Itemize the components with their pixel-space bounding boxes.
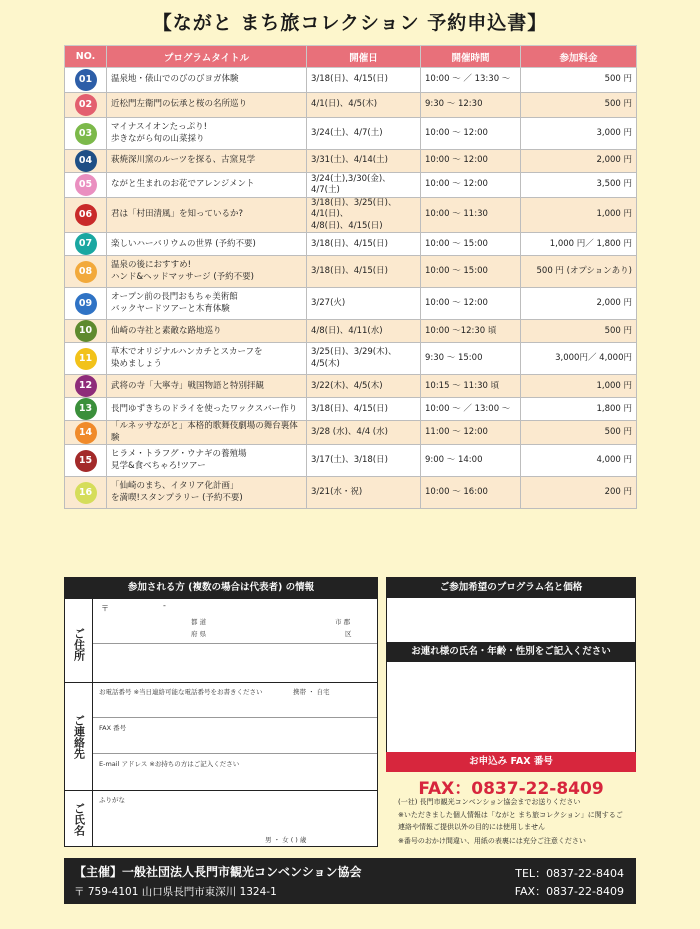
contact-label: ご連絡先 [65, 683, 93, 790]
table-row [65, 118, 637, 150]
program-date: 3/25(日)、3/29(木)、4/5(木) [307, 343, 421, 375]
header-title: プログラムタイトル [107, 46, 307, 68]
header-date: 開催日 [307, 46, 421, 68]
program-time: 9:00 〜 14:00 [421, 445, 521, 477]
phone-options: 携帯 ・ 自宅 [293, 688, 330, 696]
program-time: 10:00 〜 12:00 [421, 150, 521, 173]
program-title: 萩焼深川窯のルーツを探る、古窯見学 [107, 150, 307, 173]
program-date: 3/18(日)、4/15(日) [307, 256, 421, 288]
program-date: 4/1(日)、4/5(木) [307, 93, 421, 118]
organizer-address: 〒 759-4101 山口県長門市東深川 1324-1 [74, 886, 277, 898]
program-number [65, 118, 107, 150]
program-fee: 2,000 円 [521, 150, 637, 173]
postal-dash: - [163, 601, 166, 610]
number-badge: 03 [75, 123, 97, 145]
privacy-note-2: 連絡や情報ご提供以外の目的には使用しません [398, 823, 545, 831]
program-time: 10:00 〜 15:00 [421, 256, 521, 288]
program-date: 3/18(日)、4/15(日) [307, 398, 421, 421]
send-note: (一社) 長門市観光コンベンション協会までお送りください [398, 798, 581, 806]
fax-label: FAX 番号 [99, 724, 127, 732]
address-line [93, 643, 377, 644]
number-badge: 04 [75, 150, 97, 172]
program-request-box [386, 577, 636, 753]
table-row [65, 233, 637, 256]
program-date: 3/18(日)、4/15(日) [307, 233, 421, 256]
program-number [65, 93, 107, 118]
program-title: 近松門左衛門の伝承と桜の名所巡り [107, 93, 307, 118]
program-time: 10:00 〜 12:00 [421, 118, 521, 150]
program-time: 10:00 〜 ／ 13:30 〜 [421, 68, 521, 93]
program-fee: 3,000 円 [521, 118, 637, 150]
number-badge: 08 [75, 261, 97, 283]
program-fee: 500 円 [521, 421, 637, 445]
table-row [65, 477, 637, 509]
table-body [65, 68, 637, 509]
number-badge: 11 [75, 348, 97, 370]
number-badge: 09 [75, 293, 97, 315]
address-section [65, 598, 377, 690]
program-number [65, 68, 107, 93]
program-date: 3/24(土)、4/7(土) [307, 118, 421, 150]
program-time: 10:00 〜 12:00 [421, 288, 521, 320]
program-time: 10:00 〜 12:00 [421, 173, 521, 198]
number-badge: 02 [75, 94, 97, 116]
program-fee: 2,000 円 [521, 288, 637, 320]
number-badge: 07 [75, 233, 97, 255]
program-time: 10:00 〜 ／ 13:00 〜 [421, 398, 521, 421]
fax-number: FAX：0837-22-8409 [418, 779, 604, 799]
email-label: E-mail アドレス ※お持ちの方はご記入ください [99, 760, 240, 768]
program-date: 3/17(土)、3/18(日) [307, 445, 421, 477]
organizer-tel: TEL：0837-22-8404 [515, 867, 624, 880]
program-time: 10:00 〜 16:00 [421, 477, 521, 509]
program-number [65, 375, 107, 398]
program-time: 9:30 〜 15:00 [421, 343, 521, 375]
table-row [65, 320, 637, 343]
program-fee: 1,000 円 [521, 198, 637, 233]
number-badge: 16 [75, 482, 97, 504]
program-title: ながと生まれのお花でアレンジメント [107, 173, 307, 198]
table-row [65, 68, 637, 93]
table-row [65, 288, 637, 320]
program-time: 10:00 〜12:30 頃 [421, 320, 521, 343]
number-badge: 15 [75, 450, 97, 472]
gender-age: 男 ・ 女 ( ) 歳 [265, 836, 307, 844]
program-number [65, 198, 107, 233]
program-time: 10:00 〜 11:30 [421, 198, 521, 233]
program-title: 温泉の後におすすめ! ハンド&ヘッドマッサージ (予約不要) [107, 256, 307, 288]
program-header: ご参加希望のプログラム名と価格 [387, 578, 635, 598]
program-title: 「仙崎のまち、イタリア化計画」 を満喫!スタンプラリー (予約不要) [107, 477, 307, 509]
table-row [65, 445, 637, 477]
number-badge: 05 [75, 174, 97, 196]
address-label: ご住所 [65, 599, 93, 690]
program-date: 3/27(火) [307, 288, 421, 320]
prefecture-top: 都 道 [191, 618, 207, 626]
program-time: 10:15 〜 11:30 頃 [421, 375, 521, 398]
privacy-note-1: ※いただきました個人情報は「ながと まち旅コレクション」に関するご [398, 811, 623, 819]
city-bottom: 区 [345, 630, 352, 638]
program-fee: 500 円 [521, 68, 637, 93]
program-date: 3/22(木)、4/5(木) [307, 375, 421, 398]
header-no: NO. [65, 46, 107, 68]
program-title: 「ルネッサながと」本格的歌舞伎劇場の舞台裏体験 [107, 421, 307, 445]
contact-section [65, 682, 377, 790]
number-badge: 12 [75, 375, 97, 397]
program-title: ヒラメ・トラフグ・ウナギの養殖場 見学&食べちゃろ!ツアー [107, 445, 307, 477]
city-top: 市 郡 [335, 618, 351, 626]
header-time: 開催時間 [421, 46, 521, 68]
table-row [65, 150, 637, 173]
program-number [65, 421, 107, 445]
table-row [65, 173, 637, 198]
program-fee: 1,800 円 [521, 398, 637, 421]
fax-header: お申込み FAX 番号 [386, 752, 636, 772]
program-title: オープン前の長門おもちゃ美術館 バックヤードツアーと木育体験 [107, 288, 307, 320]
program-table [64, 45, 637, 509]
program-date: 3/18(日)、4/15(日) [307, 68, 421, 93]
program-fee: 500 円 (オプションあり) [521, 256, 637, 288]
program-time: 10:00 〜 15:00 [421, 233, 521, 256]
table-header-row [65, 46, 637, 68]
number-badge: 10 [75, 320, 97, 342]
prefecture-bottom: 府 県 [191, 630, 207, 638]
program-title: 楽しいハーバリウムの世界 (予約不要) [107, 233, 307, 256]
program-fee: 3,000円／ 4,000円 [521, 343, 637, 375]
table-row [65, 398, 637, 421]
table-row [65, 421, 637, 445]
number-badge: 01 [75, 69, 97, 91]
furigana-label: ふりがな [99, 796, 125, 804]
program-time: 9:30 〜 12:30 [421, 93, 521, 118]
applicant-header: 参加される方 (複数の場合は代表者) の情報 [65, 578, 377, 598]
page-title: 【ながと まち旅コレクション 予約申込書】 [152, 12, 548, 34]
program-fee: 3,500 円 [521, 173, 637, 198]
companion-header: お連れ様の氏名・年齢・性別をご記入ください [387, 642, 635, 662]
program-number [65, 233, 107, 256]
program-title: 温泉地・俵山でのびのびヨガ体験 [107, 68, 307, 93]
program-title: マイナスイオンたっぷり! 歩きながら旬の山菜採り [107, 118, 307, 150]
program-date: 3/18(日)、3/25(日)、4/1(日)、 4/8(日)、4/15(日) [307, 198, 421, 233]
phone-label: お電話番号 ※当日連絡可能な電話番号をお書きください [99, 688, 263, 696]
program-title: 君は「村田清風」を知っているか? [107, 198, 307, 233]
program-fee: 200 円 [521, 477, 637, 509]
table-row [65, 375, 637, 398]
program-date: 3/28 (水)、4/4 (水) [307, 421, 421, 445]
program-number [65, 150, 107, 173]
table-row [65, 343, 637, 375]
phone-line [93, 717, 377, 718]
table-row [65, 256, 637, 288]
organizer-fax: FAX：0837-22-8409 [514, 885, 624, 898]
program-fee: 1,000 円 [521, 375, 637, 398]
name-label: ご氏名 [65, 791, 93, 847]
program-date: 3/21(水・祝) [307, 477, 421, 509]
program-title: 長門ゆずきちのドライを使ったワックスバー作り [107, 398, 307, 421]
program-time: 11:00 〜 12:00 [421, 421, 521, 445]
program-number [65, 320, 107, 343]
fax-line [93, 753, 377, 754]
number-badge: 06 [75, 204, 97, 226]
program-number [65, 343, 107, 375]
program-number [65, 445, 107, 477]
footer [64, 858, 636, 904]
caution-note: ※番号のおかけ間違い、用紙の表裏には充分ご注意ください [398, 837, 586, 845]
program-date: 3/24(土),3/30(金)、4/7(土) [307, 173, 421, 198]
table-row [65, 198, 637, 233]
table-row [65, 93, 637, 118]
program-number [65, 256, 107, 288]
name-section [65, 790, 377, 847]
header-fee: 参加料金 [521, 46, 637, 68]
number-badge: 13 [75, 398, 97, 420]
program-title: 武将の寺「大寧寺」戦国物語と特別拝観 [107, 375, 307, 398]
program-fee: 1,000 円／ 1,800 円 [521, 233, 637, 256]
program-number [65, 477, 107, 509]
program-number [65, 173, 107, 198]
program-fee: 500 円 [521, 320, 637, 343]
program-fee: 500 円 [521, 93, 637, 118]
program-date: 4/8(日)、4/11(水) [307, 320, 421, 343]
organizer: 【主催】一般社団法人長門市観光コンベンション協会 [74, 865, 362, 879]
program-title: 仙崎の寺社と素敵な路地巡り [107, 320, 307, 343]
program-title: 草木でオリジナルハンカチとスカーフを 染めましょう [107, 343, 307, 375]
program-number [65, 398, 107, 421]
program-date: 3/31(土)、4/14(土) [307, 150, 421, 173]
number-badge: 14 [75, 422, 97, 444]
applicant-info-form [64, 577, 378, 847]
program-fee: 4,000 円 [521, 445, 637, 477]
postal-mark: 〒 [101, 604, 109, 613]
program-number [65, 288, 107, 320]
